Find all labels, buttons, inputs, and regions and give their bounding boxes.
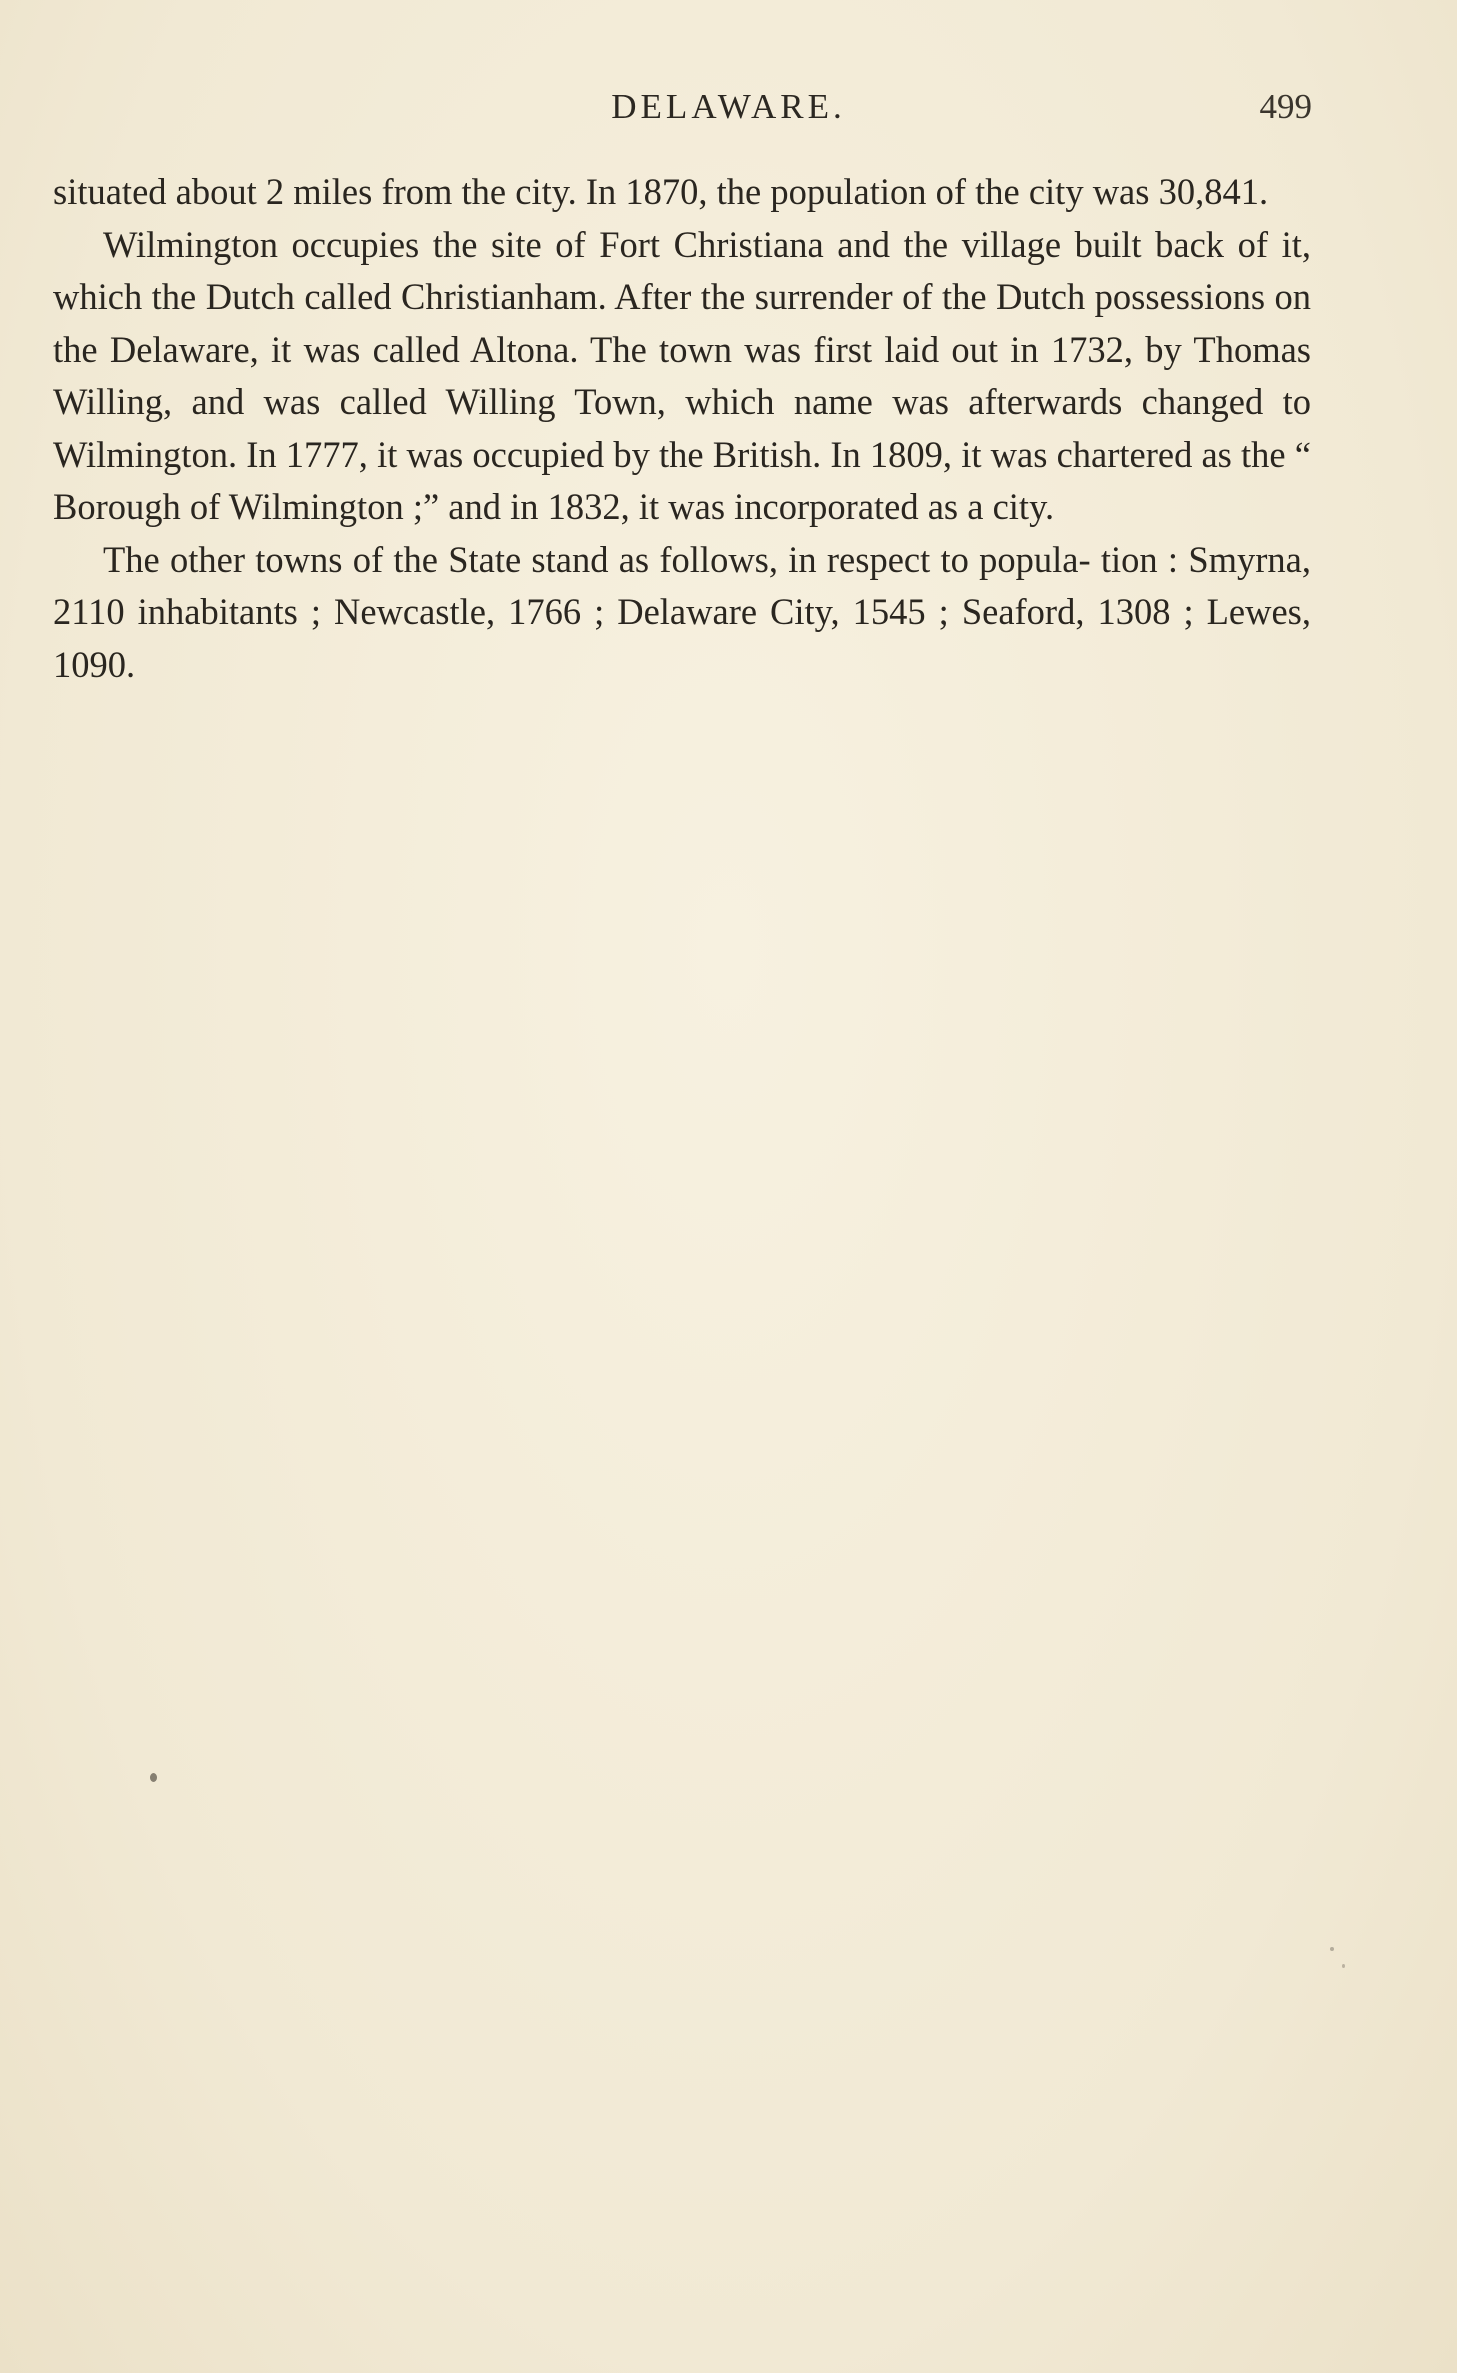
ink-speck <box>1342 1964 1345 1968</box>
running-head <box>0 82 1457 132</box>
paragraph-wilmington-history: Wilmington occupies the site of Fort Christiana and the village built back of it, which the Dutch called Christianham. After the surrender of the Dutch possessions on the Delaware, it was called Altona. The town was first laid out in 1732, by Thomas Willing, and was called Willing Town, which name was afterwards changed to Wilmington. In 1777, it was occupied by the British. In 1809, it was chartered as the “ Borough of Wilmington ;” and in 1832, it was incorporated as a city. <box>53 223 1311 527</box>
ink-speck <box>150 1773 157 1782</box>
page-number: 499 <box>1259 87 1312 126</box>
running-title: DELAWARE. <box>611 87 846 126</box>
ink-speck <box>1330 1947 1334 1951</box>
paragraph-continuation: situated about 2 miles from the city. In 1870, the population of the city was 30,841. <box>53 171 1269 212</box>
paragraph-other-towns: The other towns of the State stand as follows, in respect to popula- tion : Smyrna, 2110 inhabitants ; Newcastle, 1766 ; Delaware City, 1545 ; Seaford, 1308 ; Lewes, 1090. <box>53 538 1311 685</box>
body-text <box>53 166 1311 691</box>
